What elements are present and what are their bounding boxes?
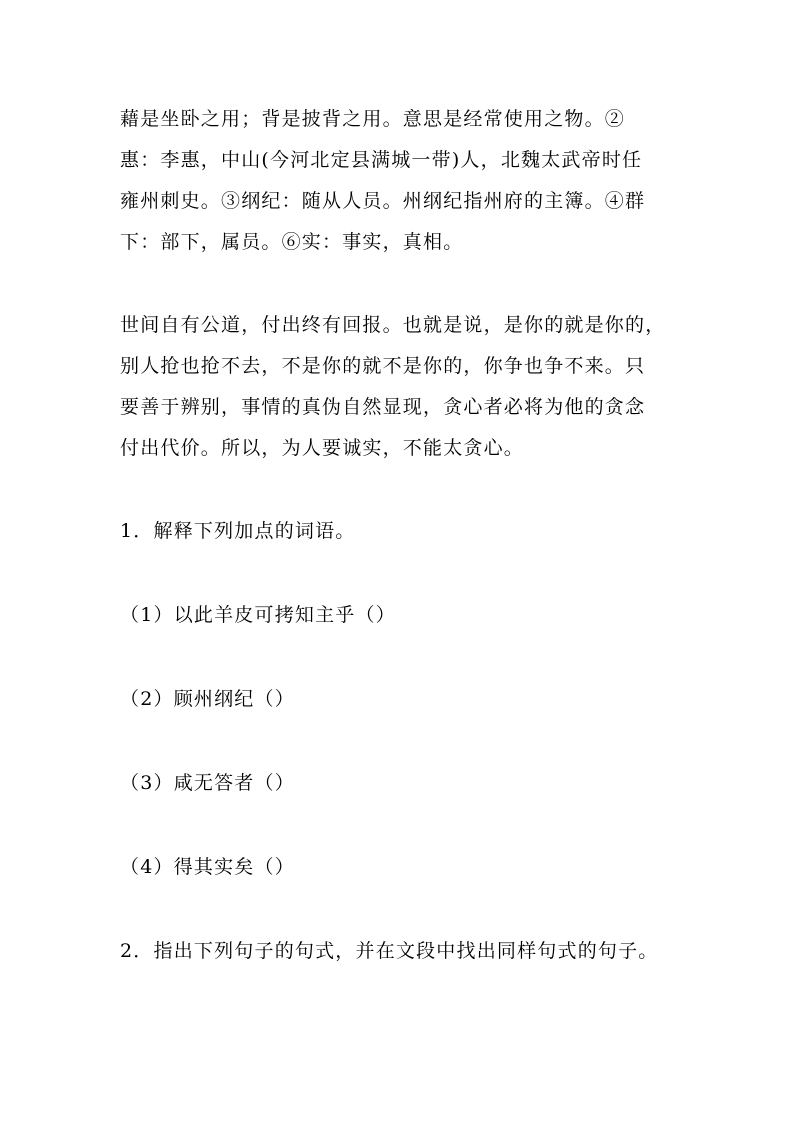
moral-line-1: 世间自有公道，付出终有回报。也就是说，是你的就是你的， (120, 314, 666, 336)
moral-line-2: 别人抢也抢不去，不是你的就不是你的，你争也争不来。只 (120, 355, 646, 377)
question-1-item-3: （3）咸无答者（） (120, 772, 295, 794)
question-2-title: 2．指出下列句子的句式，并在文段中找出同样句式的句子。 (120, 940, 659, 962)
notes-line-2: 惠：李惠，中山(今河北定县满城一带)人，北魏太武帝时任 (120, 149, 643, 171)
moral-line-3: 要善于辨别，事情的真伪自然显现，贪心者必将为他的贪念 (120, 396, 646, 418)
notes-line-1: 藉是坐卧之用；背是披背之用。意思是经常使用之物。② (120, 108, 626, 130)
notes-line-4: 下：部下，属员。⑥实：事实，真相。 (120, 231, 464, 253)
question-1-item-1: （1）以此羊皮可拷知主乎（） (120, 604, 396, 626)
notes-line-3: 雍州刺史。③纲纪：随从人员。州纲纪指州府的主簿。④群 (120, 190, 646, 212)
question-1-item-4: （4）得其实矣（） (120, 856, 295, 878)
question-1-title: 1．解释下列加点的词语。 (120, 520, 356, 542)
moral-line-4: 付出代价。所以，为人要诚实，不能太贪心。 (120, 437, 525, 459)
question-1-item-2: （2）顾州纲纪（） (120, 688, 295, 710)
